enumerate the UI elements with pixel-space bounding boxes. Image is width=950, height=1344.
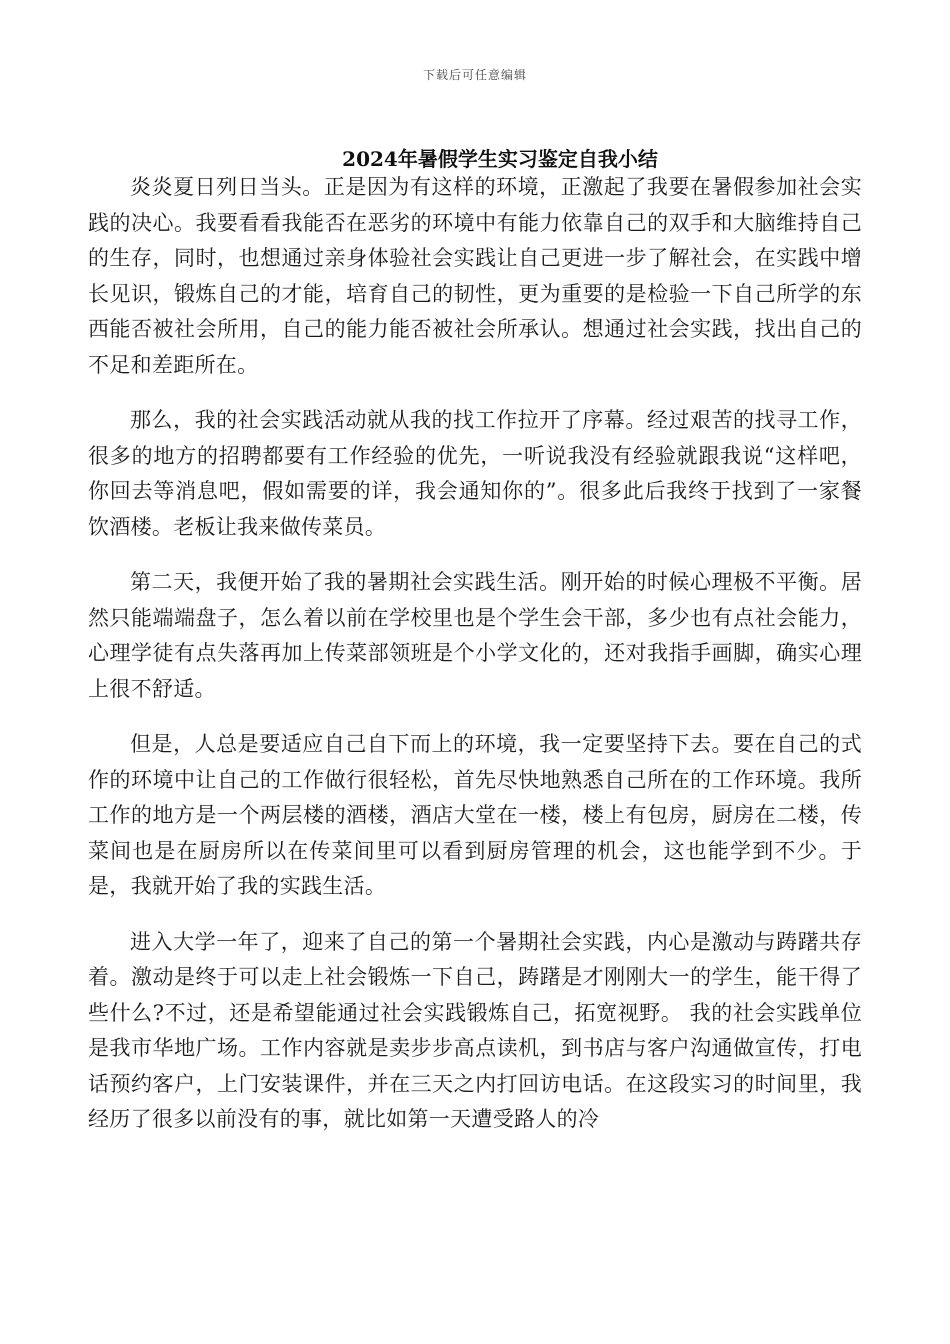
document-title: 2024年暑假学生实习鉴定自我小结 — [342, 147, 658, 171]
paragraph-3: 第二天，我便开始了我的暑期社会实践生活。刚开始的时候心理极不平衡。居然只能端端盘子，怎么着以前在学校里也是个学生会干部，多少也有点社会能力，心理学徒有点失落再加上传菜部领班是个小学文化的，还对我指手画脚，确实心理上很不舒适。 — [88, 570, 862, 701]
paragraph-1: 炎炎夏日列日当头。正是因为有这样的环境，正激起了我要在暑假参加社会实践的决心。我要看看我能否在恶劣的环境中有能力依靠自己的双手和大脑维持自己的生存，同时，也想通过亲身体验社会实践让自己更进一步了解社会，在实践中增长见识，锻炼自己的才能，培育自己的韧性，更为重要的是检验一下自己所学的东西能否被社会所用，自己的能力能否被社会所承认。想通过社会实践，找出自己的不足和差距所在。 — [88, 175, 862, 377]
header-note: 下载后可任意编辑 — [422, 68, 527, 82]
paragraph-4: 但是，人总是要适应自己自下而上的环境，我一定要坚持下去。要在自己的式作的环境中让自己的工作做行很轻松，首先尽快地熟悉自己所在的工作环境。我所工作的地方是一个两层楼的酒楼，酒店大堂在一楼，楼上有包房，厨房在二楼，传菜间也是在厨房所以在传菜间里可以看到厨房管理的机会，这也能学到不少。于是，我就开始了我的实践生活。 — [88, 732, 862, 898]
paragraph-5: 进入大学一年了，迎来了自己的第一个暑期社会实践，内心是激动与踌躇共存着。激动是终于可以走上社会锻炼一下自己，踌躇是才刚刚大一的学生，能干得了些什么?不过，还是希望能通过社会实践锻炼自己，拓宽视野。 我的社会实践单位是我市华地广场。工作内容就是卖步步高点读机，到书店与客户沟通做宣传，打电话预约客户，上门安装课件，并在三天之内打回访电话。在这段实习的时间里，我经历了很多以前没有的事，就比如第一天遭受路人的冷 — [88, 929, 862, 1131]
document-body — [88, 170, 862, 1158]
paragraph-2: 那么，我的社会实践活动就从我的找工作拉开了序幕。经过艰苦的找寻工作，很多的地方的招聘都要有工作经验的优先，一听说我没有经验就跟我说“这样吧，你回去等消息吧，假如需要的详，我会通知你的”。很多此后我终于找到了一家餐饮酒楼。老板让我来做传菜员。 — [88, 408, 862, 539]
